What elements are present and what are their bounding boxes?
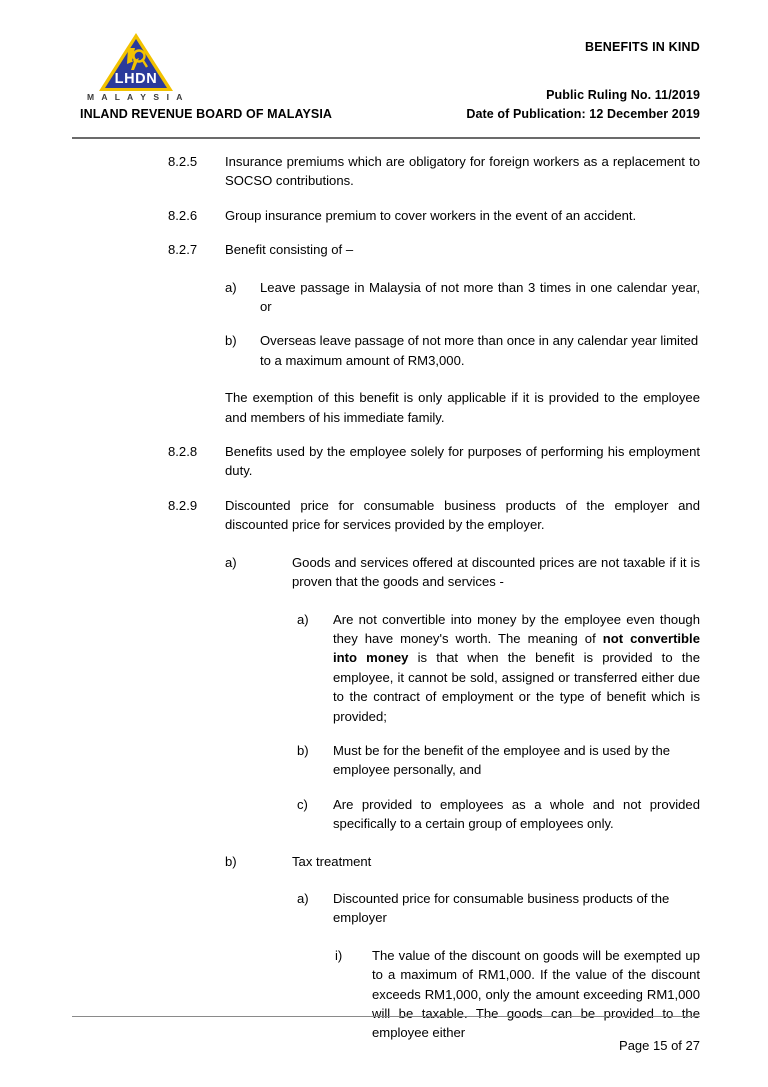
clause-marker: 8.2.7 xyxy=(168,242,198,258)
lhdn-triangle-logo xyxy=(98,32,174,92)
clause-text: Overseas leave passage of not more than once in any calendar year limited to a maximum amount of RM3,000. xyxy=(260,333,699,368)
publication-date: Date of Publication: 12 December 2019 xyxy=(466,107,700,121)
clause-8-2-7 xyxy=(168,240,700,259)
clause-text: Group insurance premium to cover workers in the event of an accident. xyxy=(225,207,637,223)
clause-marker: b) xyxy=(225,853,237,869)
clause-marker: 8.2.8 xyxy=(168,444,198,460)
footer-divider xyxy=(72,1016,700,1017)
clause-marker: a) xyxy=(297,890,309,906)
clause-text: Are provided to employees as a whole and not provided specifically to a certain group of employees only. xyxy=(333,796,700,832)
clause-text xyxy=(333,610,700,726)
clause-8-2-9-a-b xyxy=(297,741,700,780)
clause-text-emphasis: not convertible into money xyxy=(333,630,700,666)
clause-text: Must be for the benefit of the employee and is used by the employee personally, and xyxy=(333,742,671,778)
clause-marker: b) xyxy=(297,742,309,758)
organisation-name: INLAND REVENUE BOARD OF MALAYSIA xyxy=(80,107,333,121)
clause-marker: c) xyxy=(297,796,308,812)
clause-text: Discounted price for consumable business products of the employer and discounted price for services provided by the employer. xyxy=(225,497,700,533)
clause-text: Tax treatment xyxy=(292,853,372,869)
clause-text-part-2: is that when the benefit is provided to the employee, it cannot be sold, assigned or transferred either due to the contract of employment or the type of benefit which is provided; xyxy=(333,650,700,724)
clause-marker: 8.2.9 xyxy=(168,497,198,513)
svg-text:LHDN: LHDN xyxy=(114,71,158,87)
clause-marker: a) xyxy=(225,554,237,570)
page-number: Page 15 of 27 xyxy=(619,1038,700,1053)
clause-8-2-8 xyxy=(168,442,700,481)
clause-marker: b) xyxy=(225,333,237,349)
lhdn-logo xyxy=(84,32,188,110)
clause-8-2-9-b-a-i xyxy=(335,946,700,1043)
clause-8-2-9-a xyxy=(225,553,700,592)
clause-text: Leave passage in Malaysia of not more than 3 times in one calendar year, or xyxy=(260,279,700,315)
clause-8-2-5 xyxy=(168,152,700,191)
public-ruling-number: Public Ruling No. 11/2019 xyxy=(546,88,700,102)
clause-marker: 8.2.5 xyxy=(168,154,198,169)
clause-8-2-9 xyxy=(168,496,700,535)
header-divider xyxy=(72,137,700,139)
clause-8-2-9-a-a xyxy=(297,610,700,726)
clause-text-part-1: Are not convertible into money by the employee even though they have money's worth. The meaning of xyxy=(333,611,700,646)
clause-text: The value of the discount on goods will be exempted up to a maximum of RM1,000. If the value of the discount exceeds RM1,000, only the amount exceeding RM1,000 will be taxable. The goods can be provided to the employee either xyxy=(372,947,700,1041)
lhdn-logo-subtitle: M A L A Y S I A xyxy=(87,92,185,102)
clause-text: Benefits used by the employee solely for purposes of performing his employment duty. xyxy=(225,444,700,479)
clause-8-2-6 xyxy=(168,206,700,225)
clause-8-2-9-b xyxy=(225,852,700,871)
clause-text: Discounted price for consumable business products of the employer xyxy=(333,890,670,926)
clause-marker: a) xyxy=(225,279,237,295)
clause-text: Benefit consisting of – xyxy=(225,242,354,258)
clause-marker: i) xyxy=(335,947,343,963)
paragraph-text: The exemption of this benefit is only applicable if it is provided to the employee and members of his immediate family. xyxy=(225,390,700,425)
clause-marker: a) xyxy=(297,611,309,627)
clause-8-2-7-closing-paragraph xyxy=(225,388,700,427)
clause-text: Insurance premiums which are obligatory for foreign workers as a replacement to SOCSO contributions. xyxy=(225,154,700,189)
clause-8-2-9-a-c xyxy=(297,795,700,834)
document-body xyxy=(0,152,768,1056)
clause-8-2-7-a xyxy=(225,278,700,317)
clause-8-2-7-b xyxy=(225,331,700,370)
clause-marker: 8.2.6 xyxy=(168,207,198,223)
clause-8-2-9-b-a xyxy=(297,889,700,928)
document-title: BENEFITS IN KIND xyxy=(584,40,700,54)
page-header xyxy=(72,30,700,130)
clause-text: Goods and services offered at discounted prices are not taxable if it is proven that the goods and services - xyxy=(292,554,700,590)
